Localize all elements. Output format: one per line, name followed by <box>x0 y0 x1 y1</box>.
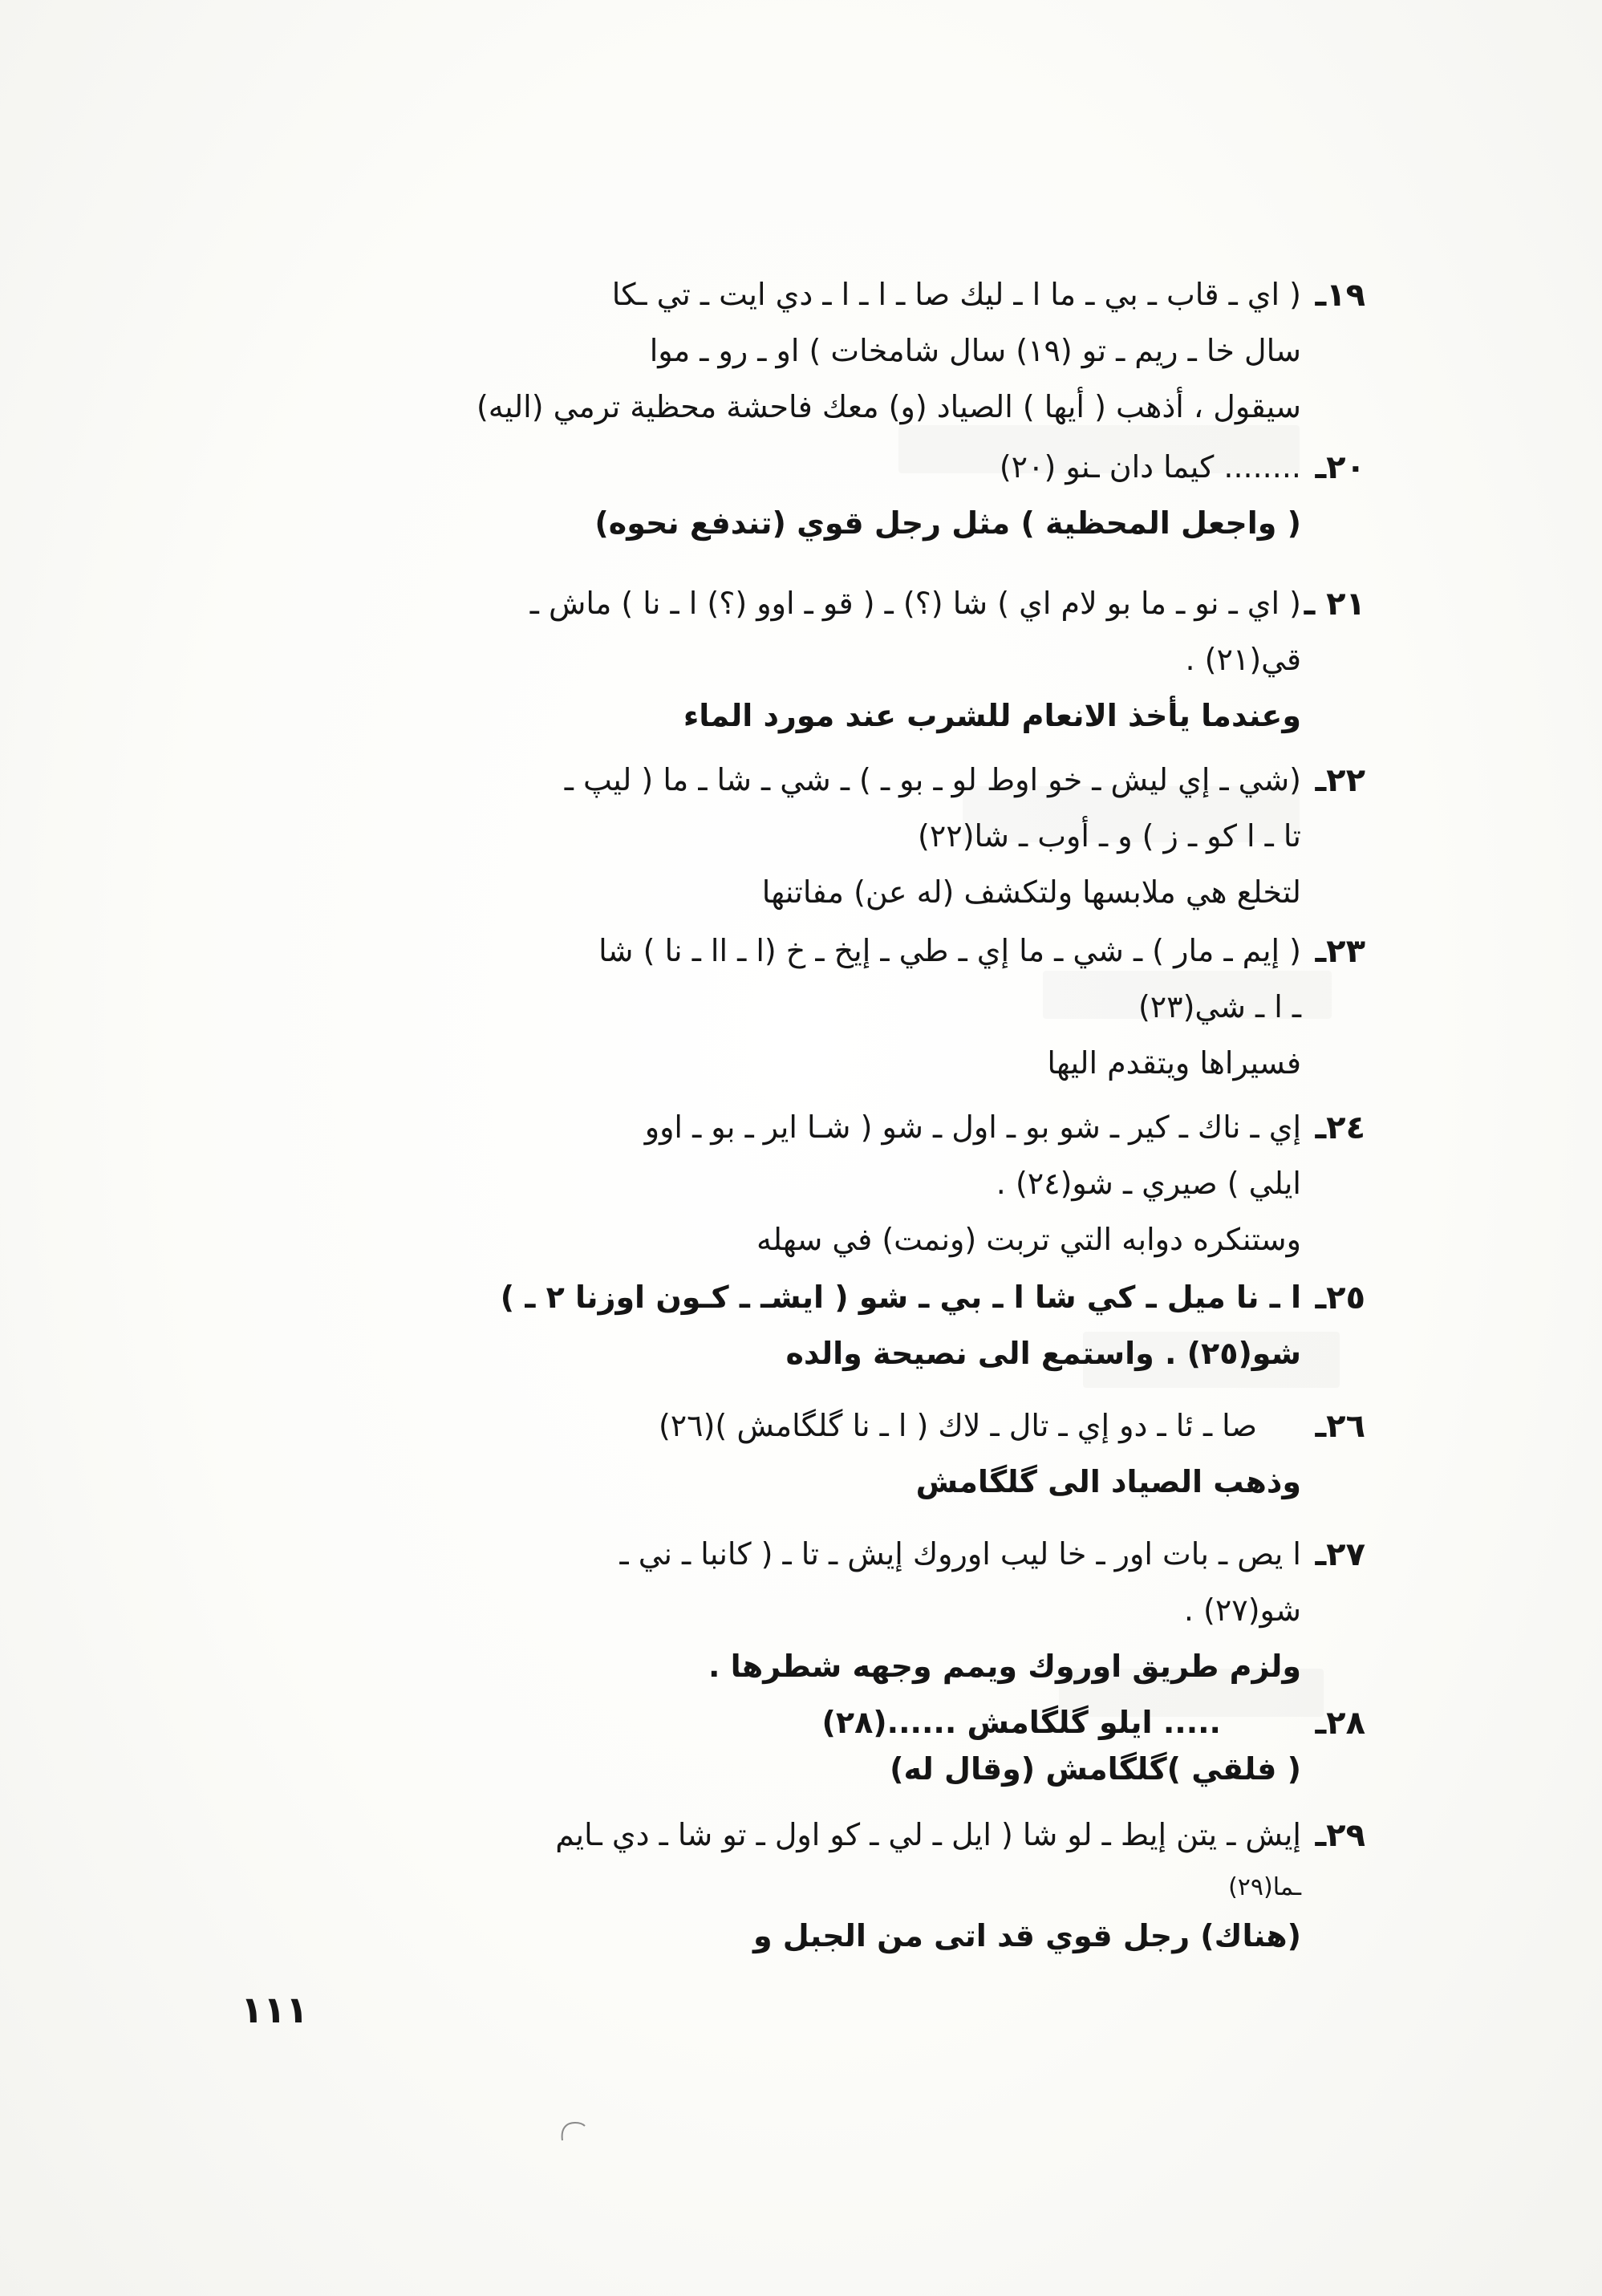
transliteration-line: تا ـ ا كو ـ ز ) و ـ أوب ـ شا(٢٢) <box>918 818 1301 854</box>
entry-number: ٢٢ـ <box>1315 762 1365 799</box>
transliteration-line: إيش ـ يتن إيط ـ لو شا ( ايل ـ لي ـ كو اول ـ تو شا ـ دي ـايم <box>555 1817 1301 1852</box>
transliteration-line: قي(٢١) . <box>1185 642 1301 677</box>
entry-23 <box>258 933 1365 1105</box>
entry-line <box>258 1045 1301 1105</box>
transliteration-line: ا ـ نا ميل ـ كي شا ا ـ بي ـ شو ( ايشـ ـ كـون اوزنا ٢ ـ ) <box>500 1280 1301 1315</box>
transliteration-line: شو(٢٧) . <box>1183 1592 1301 1628</box>
entry-line <box>258 698 1301 757</box>
entry-line <box>258 505 1301 565</box>
entry-number: ٢٦ـ <box>1315 1408 1365 1445</box>
entry-20 <box>258 449 1365 565</box>
transliteration-line: ( إيم ـ مار ) ـ شي ـ ما إي ـ طي ـ إيخ ـ خ (ا ـ اا ـ نا ) شا <box>598 933 1301 968</box>
page-number: ١١١ <box>241 1988 309 2031</box>
transliteration-line: (شي ـ إي ليش ـ خو اوط لو ـ بو ـ ) ـ شي ـ شا ـ ما ( ليپ ـ <box>564 762 1301 797</box>
entry-line <box>258 1918 1301 1978</box>
entry-19 <box>258 277 1365 448</box>
entry-line <box>258 1649 1301 1708</box>
entry-line <box>258 586 1365 642</box>
transliteration-line: ـ ا ـ شي(٢٣) <box>1138 989 1301 1024</box>
entry-24 <box>258 1109 1365 1281</box>
entry-line <box>258 389 1301 448</box>
translation-line: وذهب الصياد الى گلگامش <box>915 1464 1301 1499</box>
entry-number: ٢٧ـ <box>1315 1536 1365 1573</box>
entry-line <box>258 1536 1365 1592</box>
entry-28 <box>258 1705 1365 1799</box>
entry-number: ١٩ـ <box>1315 277 1365 314</box>
transliteration-line: شو(٢٥) . واستمع الى نصيحة والده <box>785 1336 1301 1371</box>
transliteration-line: إي ـ ناك ـ كير ـ شو بو ـ اول ـ شو ( شـا اير ـ بو ـ اوو <box>644 1109 1301 1145</box>
entry-line <box>258 1751 1301 1799</box>
entry-line <box>258 1280 1365 1336</box>
entry-number: ٢٣ـ <box>1315 933 1365 970</box>
transliteration-line: ........ كيما دان ـنو (٢٠) <box>999 449 1301 485</box>
entry-29 <box>258 1817 1365 1978</box>
entry-line <box>258 1464 1301 1523</box>
entry-line <box>258 762 1365 818</box>
translation-line: ولزم طريق اوروك ويمم وجهه شطرها . <box>708 1649 1301 1684</box>
entry-line <box>258 1817 1365 1873</box>
transliteration-line: ( اي ـ قاب ـ بي ـ ما ا ـ ليك صا ـ ا ـ ا ـ دي ايت ـ تي ـكا <box>611 277 1301 312</box>
transliteration-line: سال خا ـ ريم ـ تو (١٩) سال شامخات ) او ـ رو ـ موا <box>649 333 1301 368</box>
translation-line: وعندما يأخذ الانعام للشرب عند مورد الماء <box>683 698 1301 733</box>
entry-line <box>258 277 1365 333</box>
entry-line <box>258 1592 1301 1649</box>
translation-line: سيقول ، أذهب ( أيها ) الصياد (و) معك فاحشة محظية ترمي (اليه) <box>476 389 1301 424</box>
entry-line <box>258 1408 1365 1464</box>
transliteration-line: صا ـ ئا ـ دو إي ـ تال ـ لاك ( ا ـ نا گلگامش )(٢٦) <box>658 1408 1257 1443</box>
entry-25 <box>258 1280 1365 1392</box>
entry-number: ٢٩ـ <box>1315 1817 1365 1854</box>
translation-line: (هناك) رجل قوي قد اتى من الجبل و <box>752 1918 1301 1953</box>
entry-line <box>258 1109 1365 1166</box>
transliteration-line: ( اي ـ نو ـ ما بو لام اي ) شا (؟) ـ ( قو ـ اوو (؟) ا ـ نا ) ماش ـ <box>529 586 1301 621</box>
entry-line <box>258 874 1301 934</box>
entry-number: ٢١ ـ <box>1304 586 1365 623</box>
translation-line: فسيراها ويتقدم اليها <box>1047 1045 1301 1081</box>
entry-21 <box>258 586 1365 757</box>
translation-line: ( فلقي )گلگامش (وقال له) <box>890 1751 1301 1787</box>
entry-line <box>258 989 1301 1045</box>
entry-26 <box>258 1408 1365 1523</box>
entry-number: ٢٨ـ <box>1315 1705 1365 1742</box>
entry-line <box>258 642 1301 698</box>
translation-line: ( واجعل المحظية ) مثل رجل قوي (تندفع نحوه) <box>594 505 1301 541</box>
entry-number: ٢٥ـ <box>1315 1280 1365 1316</box>
transliteration-line: ـما(٢٩) <box>1228 1873 1301 1901</box>
entry-22 <box>258 762 1365 934</box>
entry-line <box>258 1222 1301 1281</box>
entry-line <box>258 1873 1301 1918</box>
pencil-mark-icon <box>558 2118 590 2142</box>
translation-line: لتخلع هي ملابسها ولتكشف (له عن) مفاتنها <box>761 874 1301 910</box>
transliteration-line: ايلي ) صيري ـ شو(٢٤) . <box>996 1166 1301 1201</box>
entry-27 <box>258 1536 1365 1708</box>
transliteration-line: ا يص ـ بات اور ـ خا ليب اوروك إيش ـ تا ـ ( كانبا ـ ني ـ <box>619 1536 1301 1572</box>
entry-number: ٢٤ـ <box>1315 1109 1365 1146</box>
entry-line <box>258 449 1365 505</box>
entry-line <box>258 933 1365 989</box>
transliteration-line: ..... ايلو گلگامش ......(٢٨) <box>821 1705 1221 1740</box>
entry-line <box>258 818 1301 874</box>
entry-line <box>258 1166 1301 1222</box>
entry-line <box>258 333 1301 389</box>
entry-line <box>258 1336 1301 1392</box>
translation-line: وستنكره دوابه التي تربت (ونمت) في سهله <box>756 1222 1301 1257</box>
entry-number: ٢٠ـ <box>1315 449 1365 486</box>
